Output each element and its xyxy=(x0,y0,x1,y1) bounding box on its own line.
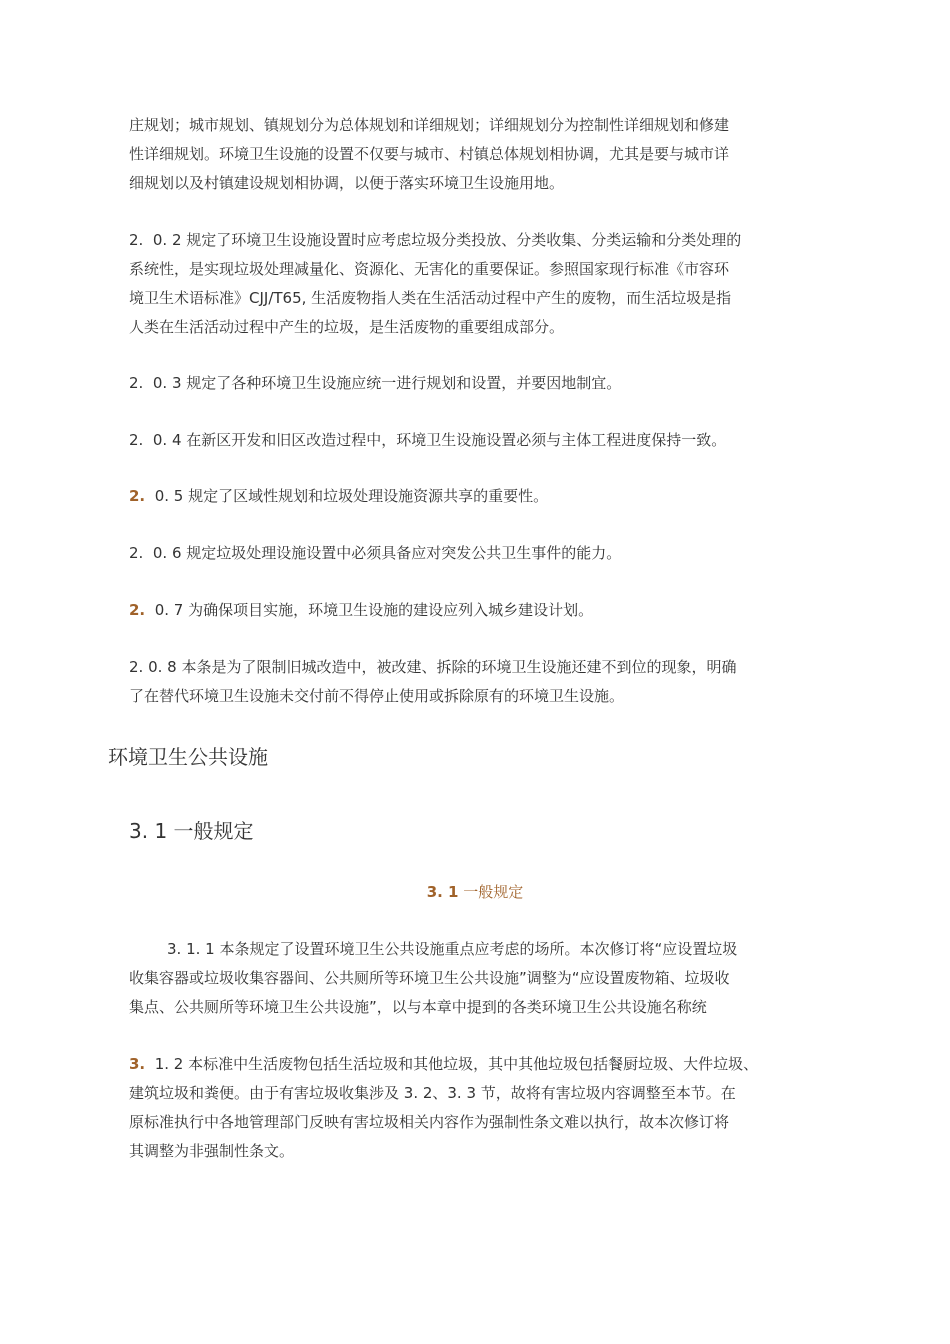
text-line: 境卫生术语标准》CJJ/T65, 生活废物指人类在生活活动过程中产生的废物，而生活垃圾是指 xyxy=(129,289,732,307)
paragraph-2-0-4 xyxy=(129,426,829,455)
centered-title-number: 3. 1 xyxy=(426,883,459,901)
text-line xyxy=(129,1050,829,1079)
clause-number: 2. xyxy=(129,231,144,249)
paragraph-continuation xyxy=(129,111,829,198)
text-line xyxy=(129,369,829,398)
text-line xyxy=(129,482,829,511)
centered-title xyxy=(0,880,950,904)
paragraph-2-0-8 xyxy=(129,653,829,711)
text-line xyxy=(129,596,829,625)
clause-text: 0. 6 规定垃圾处理设施设置中必须具备应对突发公共卫生事件的能力。 xyxy=(152,544,622,562)
text-line: 3. 1. 1 本条规定了设置环境卫生公共设施重点应考虑的场所。本次修订将“应设置垃圾 xyxy=(167,940,738,958)
clause-text: 1. 2 本标准中生活废物包括生活垃圾和其他垃圾，其中其他垃圾包括餐厨垃圾、大件垃圾、 xyxy=(154,1055,759,1073)
clause-number: 3. xyxy=(129,1055,146,1073)
paragraph-2-0-7 xyxy=(129,596,829,625)
text-line xyxy=(129,226,829,255)
clause-number: 2. xyxy=(129,544,144,562)
text-line: 收集容器或垃圾收集容器间、公共厕所等环境卫生公共设施”调整为“应设置废物箱、垃圾收 xyxy=(129,969,730,987)
text-line: 性详细规划。环境卫生设施的设置不仅要与城市、村镇总体规划相协调，尤其是要与城市详 xyxy=(129,145,730,163)
text-line xyxy=(129,426,829,455)
text-line xyxy=(129,539,829,568)
clause-text: 0. 5 规定了区域性规划和垃圾处理设施资源共享的重要性。 xyxy=(154,487,549,505)
text-line: 原标准执行中各地管理部门反映有害垃圾相关内容作为强制性条文难以执行，故本次修订将 xyxy=(129,1113,730,1131)
clause-number: 2. xyxy=(129,431,144,449)
paragraph-2-0-5 xyxy=(129,482,829,511)
section-heading: 环境卫生公共设施 xyxy=(108,745,268,769)
paragraph-2-0-3 xyxy=(129,369,829,398)
clause-text: 0. 2 规定了环境卫生设施设置时应考虑垃圾分类投放、分类收集、分类运输和分类处理的 xyxy=(152,231,742,249)
paragraph-2-0-2 xyxy=(129,226,829,342)
centered-title-text: 一般规定 xyxy=(458,883,524,901)
sub-heading: 3. 1 一般规定 xyxy=(129,819,254,843)
text-line: 建筑垃圾和粪便。由于有害垃圾收集涉及 3. 2、3. 3 节，故将有害垃圾内容调整至本节。在 xyxy=(129,1084,736,1102)
text-line: 集点、公共厕所等环境卫生公共设施”，以与本章中提到的各类环境卫生公共设施名称统 xyxy=(129,998,707,1016)
clause-number: 2. xyxy=(129,374,144,392)
clause-text: 0. 3 规定了各种环境卫生设施应统一进行规划和设置，并要因地制宜。 xyxy=(152,374,622,392)
text-line: 2. 0. 8 本条是为了限制旧城改造中，被改建、拆除的环境卫生设施还建不到位的现象，明确 xyxy=(129,658,737,676)
text-line: 庄规划；城市规划、镇规划分为总体规划和详细规划；详细规划分为控制性详细规划和修建 xyxy=(129,116,730,134)
text-line: 系统性，是实现垃圾处理减量化、资源化、无害化的重要保证。参照国家现行标准《市容环 xyxy=(129,260,730,278)
clause-number: 2. xyxy=(129,487,146,505)
text-line: 了在替代环境卫生设施未交付前不得停止使用或拆除原有的环境卫生设施。 xyxy=(129,687,625,705)
text-line: 其调整为非强制性条文。 xyxy=(129,1142,295,1160)
clause-text: 0. 7 为确保项目实施，环境卫生设施的建设应列入城乡建设计划。 xyxy=(154,601,594,619)
clause-number: 2. xyxy=(129,601,146,619)
text-line: 细规划以及村镇建设规划相协调，以便于落实环境卫生设施用地。 xyxy=(129,174,565,192)
clause-text: 0. 4 在新区开发和旧区改造过程中，环境卫生设施设置必须与主体工程进度保持一致。 xyxy=(152,431,727,449)
paragraph-3-1-2 xyxy=(129,1050,829,1166)
paragraph-2-0-6 xyxy=(129,539,829,568)
text-line: 人类在生活活动过程中产生的垃圾，是生活废物的重要组成部分。 xyxy=(129,318,565,336)
paragraph-3-1-1 xyxy=(129,935,829,1022)
